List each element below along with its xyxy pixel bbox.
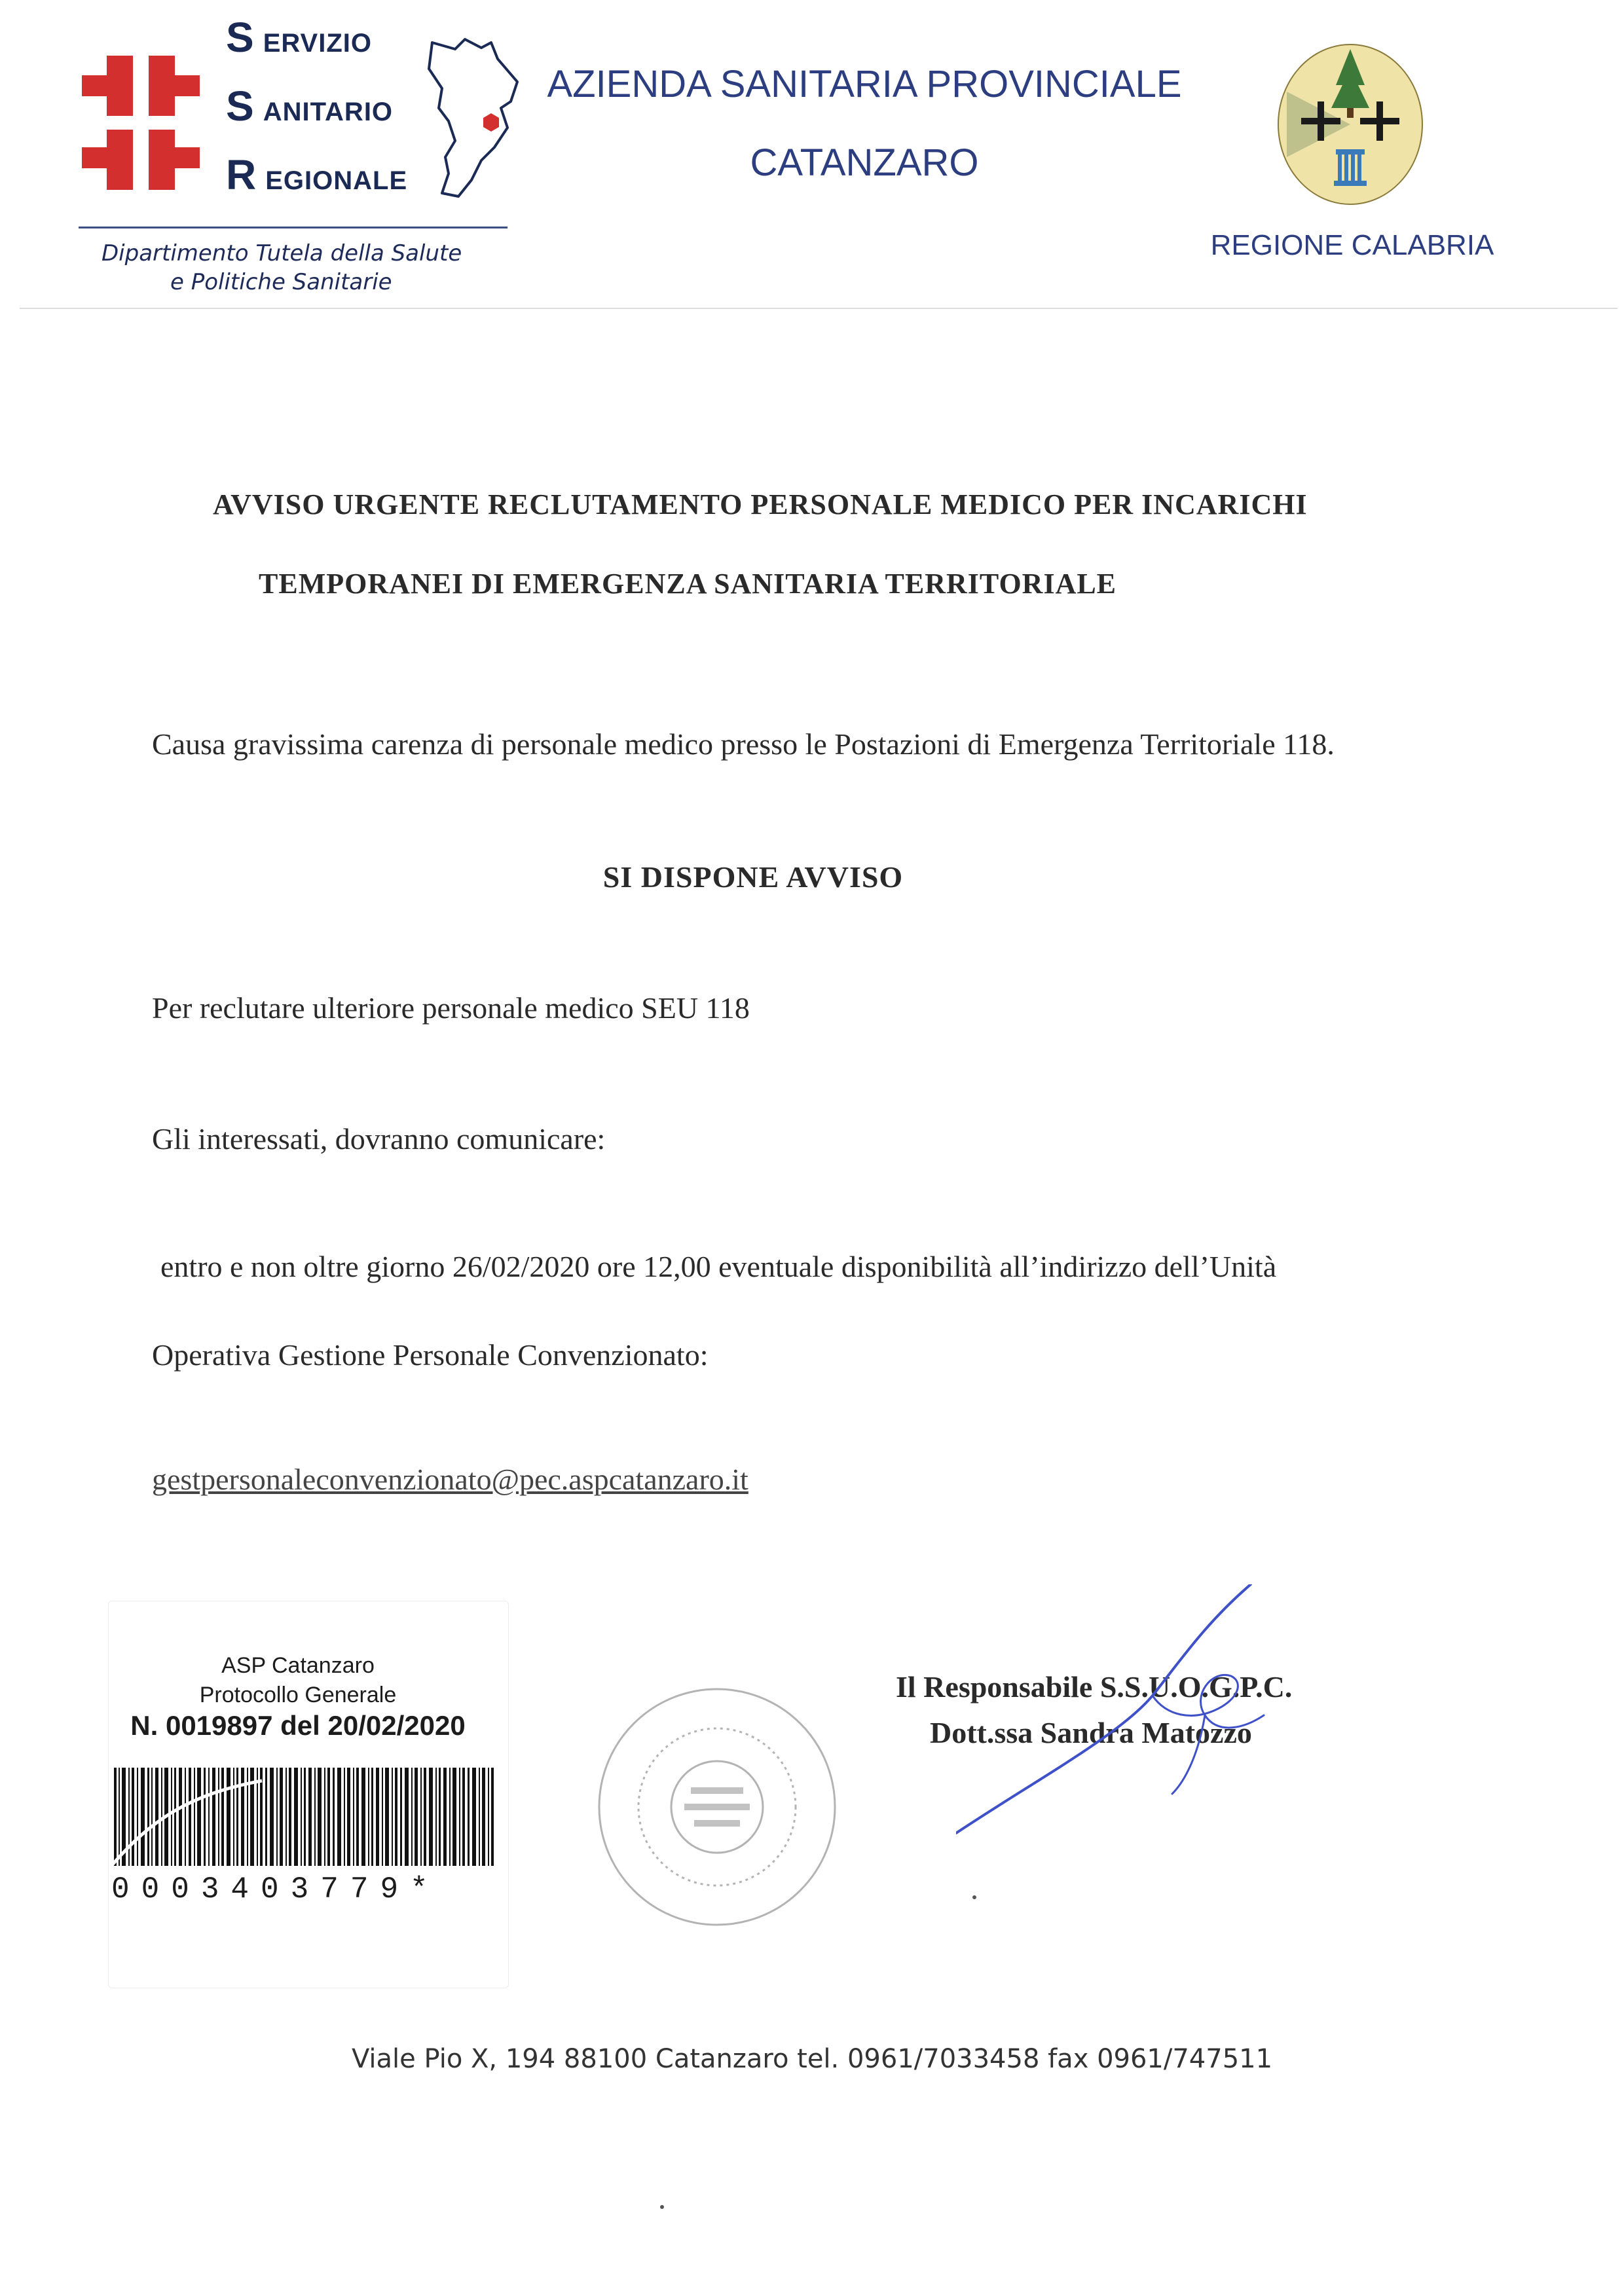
paragraph-carenza: Causa gravissima carenza di personale medico presso le Postazioni di Emergenza Territoriale 118. bbox=[152, 727, 1335, 761]
paragraph-unita-operativa: Operativa Gestione Personale Convenzionato: bbox=[152, 1338, 709, 1372]
region-name: REGIONE CALABRIA bbox=[1210, 229, 1494, 261]
footer-address: Viale Pio X, 194 88100 Catanzaro tel. 0961/7033458 fax 0961/747511 bbox=[351, 2044, 1273, 2074]
scan-speck bbox=[972, 1895, 976, 1899]
logo-initial-2: S bbox=[226, 82, 254, 130]
logo-initial-1: S bbox=[226, 14, 254, 61]
paragraph-reclutare: Per reclutare ulteriore personale medico SEU 118 bbox=[152, 991, 750, 1025]
signatory-name: Dott.ssa Sandra Matozzo bbox=[930, 1716, 1252, 1749]
header-divider bbox=[20, 308, 1617, 309]
barcode-icon bbox=[111, 1768, 498, 1866]
pec-email-link[interactable]: gestpersonaleconvenzionato@pec.aspcatanzaro.it bbox=[152, 1463, 748, 1496]
department-line-1: Dipartimento Tutela della Salute bbox=[101, 240, 462, 266]
scan-speck bbox=[660, 2205, 664, 2209]
signatory-role: Il Responsabile S.S.U.O.G.P.C. bbox=[896, 1670, 1293, 1704]
logo-word-3: EGIONALE bbox=[265, 166, 408, 195]
barcode-number: 0003403779* bbox=[111, 1872, 440, 1906]
logo-initial-3: R bbox=[226, 151, 257, 198]
handwritten-signature-icon bbox=[956, 1584, 1297, 1846]
regione-calabria-coat-of-arms-icon bbox=[1274, 39, 1428, 219]
paragraph-interessati: Gli interessati, dovranno comunicare: bbox=[152, 1122, 606, 1156]
department-name bbox=[101, 239, 494, 297]
header-rule bbox=[79, 227, 507, 228]
red-cross-logo-icon bbox=[82, 56, 200, 190]
paragraph-deadline: entro e non oltre giorno 26/02/2020 ore 12,00 eventuale disponibilità all’indirizzo dell’Unità bbox=[160, 1250, 1277, 1283]
department-line-2: e Politiche Sanitarie bbox=[170, 269, 392, 295]
agency-city: CATANZARO bbox=[750, 141, 979, 184]
protocol-line-2: Protocollo Generale bbox=[199, 1683, 397, 1707]
logo-word-2: ANITARIO bbox=[263, 98, 394, 126]
calabria-map-icon bbox=[419, 29, 524, 200]
protocol-number: N. 0019897 del 20/02/2020 bbox=[130, 1710, 466, 1741]
agency-name: AZIENDA SANITARIA PROVINCIALE bbox=[547, 63, 1182, 105]
notice-title-line-1: AVVISO URGENTE RECLUTAMENTO PERSONALE MEDICO PER INCARICHI bbox=[213, 488, 1308, 520]
dispone-heading: SI DISPONE AVVISO bbox=[602, 860, 904, 894]
protocol-line-1: ASP Catanzaro bbox=[221, 1653, 375, 1678]
logo-word-1: ERVIZIO bbox=[263, 29, 372, 58]
official-stamp-icon bbox=[593, 1683, 841, 1931]
notice-title-line-2: TEMPORANEI DI EMERGENZA SANITARIA TERRITORIALE bbox=[259, 568, 1117, 600]
